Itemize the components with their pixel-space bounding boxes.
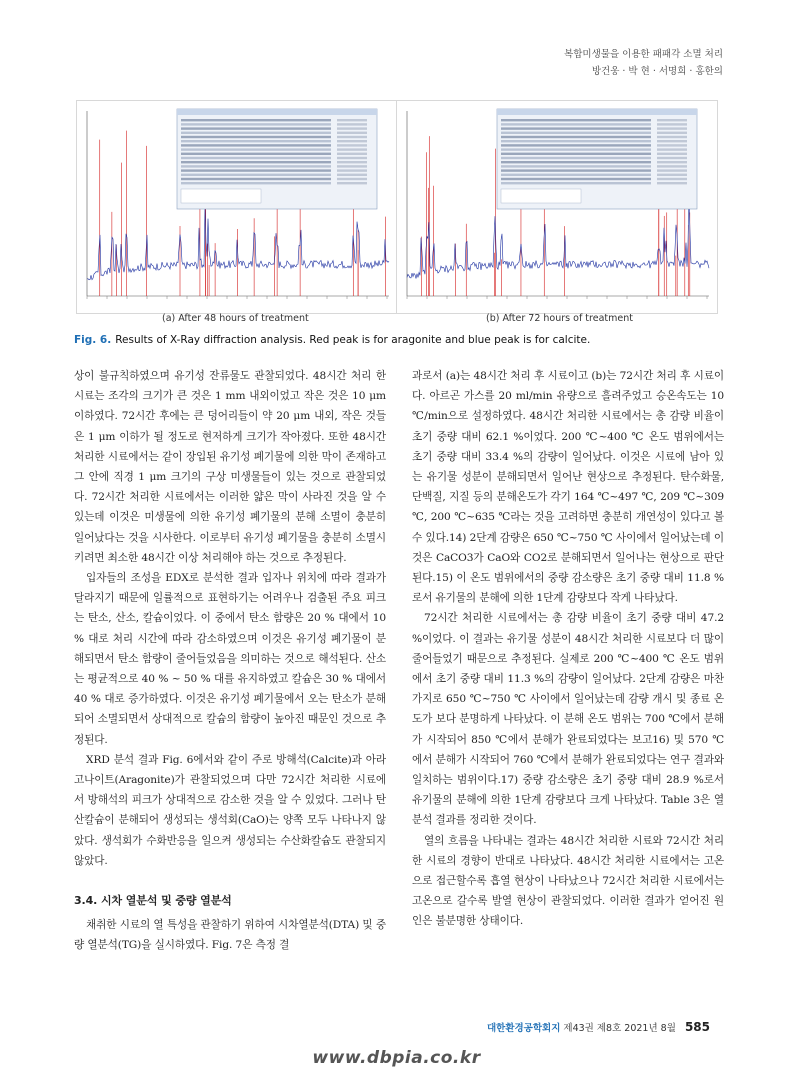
watermark: www.dbpia.co.kr — [312, 1048, 481, 1068]
page-footer — [487, 1020, 710, 1034]
header-title: 복합미생물을 이용한 패패각 소멸 처리 — [564, 49, 723, 60]
xrd-figure-a — [76, 100, 398, 314]
paragraph: XRD 분석 결과 Fig. 6에서와 같이 주로 방해석(Calcite)과 아라고나이트(Aragonite)가 관찰되었으며 다만 72시간 처리한 시료에서 방해석의 피크가 상대적으로 감소한 것을 알 수 있었다. 그러나 탄산칼슘이 분해되어 생성되는 생석회(CaO)는 양쪽 모두 나타나지 않았다. 생석회가 수화반응을 일으켜 생성되는 수산화칼슘도 관찰되지 않았다. — [74, 753, 386, 867]
subcaption-b: (b) After 72 hours of treatment — [486, 313, 633, 324]
subcaption-a: (a) After 48 hours of treatment — [162, 313, 309, 324]
paragraph: 입자들의 조성을 EDX로 분석한 결과 입자나 위치에 따라 결과가 달라지기 때문에 일률적으로 표현하기는 어려우나 검출된 주요 피크는 탄소, 산소, 칼슘이었다. 이 중에서 탄소 함량은 20 % 대에서 10 % 대로 처리 시간에 따라 감소하였으며 이것은 유기성 폐기물이 분해되면서 탄소 함량이 줄어들었음을 의미하는 것으로 해석된다. 산소는 평균적으로 40 % ~ 50 % 대를 유지하였고 칼슘은 30 % 대에서 40 % 대로 증가하였다. 이것은 유기성 폐기물에서 오는 탄소가 분해되어 소멸되면서 상대적으로 칼슘의 함량이 높아진 때문인 것으로 추정된다. — [74, 572, 386, 746]
section-heading: 3.4. 시차 열분석 및 중량 열분석 — [74, 894, 232, 908]
journal-name: 대한환경공학회지 — [486, 1023, 561, 1034]
paragraph: 72시간 처리한 시료에서는 총 감량 비율이 초기 중량 대비 47.2 %이었다. 이 결과는 유기물 성분이 48시간 처리한 시료보다 더 많이 줄어들었기 때문으로 추정된다. 실제로 200 ℃~400 ℃ 온도 범위에서 초기 중량 대비 11.3 %의 감량이 일어났다. 2단계 감량은 마찬가지로 650 ℃~750 ℃ 사이에서 일어났는데 감량 개시 및 종료 온도가 보다 분명하게 나타났다. 이 분해 온도 범위는 700 ℃에서 분해가 시작되어 850 ℃에서 분해가 완료되었다는 보고16) 및 570 ℃에서 분해가 시작되어 760 ℃에서 분해가 완료되었다는 연구 결과와 일치하는 범위이다.17) 중량 감소량은 초기 중량 대비 28.9 %로서 유기물의 분해에 의한 1단계 감량보다 크게 나타났다. Table 3은 열분석 결과를 정리한 것이다. — [412, 612, 724, 827]
paragraph: 상이 불규칙하였으며 유기성 잔류물도 관찰되었다. 48시간 처리 한 시료는 조각의 크기가 큰 것은 1 mm 내외이었고 작은 것은 10 μm 이하였다. 72시간 후에는 큰 덩어리들이 약 20 μm 내외, 작은 것들은 1 μm 이하가 될 정도로 현저하게 크기가 작아졌다. 또한 48시간 처리한 시료에서는 같이 장입된 유기성 폐기물에 의한 막이 존재하고 그 안에 직경 1 μm 크기의 구상 미생물들이 있는 것으로 관찰되었다. 72시간 처리한 시료에서는 이러한 얇은 막이 사라진 것을 알 수 있는데 이것은 미생물에 의한 유기성 폐기물의 분해 소멸이 충분히 일어났다는 것을 시사한다. 이로부터 유기성 폐기물을 충분히 소멸시키려면 최소한 48시간 이상 처리해야 하는 것으로 추정된다. — [74, 370, 386, 564]
running-header — [564, 46, 723, 80]
journal-issue: 제43권 제8호 2021년 8월 — [563, 1023, 676, 1034]
header-authors: 방건웅 · 박 현 · 서명희 · 홍한의 — [591, 66, 723, 77]
paragraph: 채취한 시료의 열 특성을 관찰하기 위하여 시차열분석(DTA) 및 중량 열분석(TG)을 실시하였다. Fig. 7은 측정 결 — [74, 919, 386, 952]
paragraph: 열의 흐름을 나타내는 결과는 48시간 처리한 시료와 72시간 처리한 시료의 경향이 반대로 나타났다. 48시간 처리한 시료에서는 고온으로 접근할수록 흡열 현상이 나타났으나 72시간 처리한 시료에서는 고온으로 갈수록 발열 현상이 관찰되었다. 이러한 결과가 얻어진 원인은 불분명한 상태이다. — [412, 834, 724, 928]
xrd-plot — [77, 101, 397, 313]
left-column — [74, 366, 386, 956]
figure-caption-text: Results of X-Ray diffraction analysis. Red peak is for aragonite and blue peak is for calcite. — [115, 334, 591, 346]
xrd-plot — [397, 101, 717, 313]
right-column — [412, 366, 724, 932]
figure-caption — [74, 334, 590, 346]
paragraph: 과로서 (a)는 48시간 처리 후 시료이고 (b)는 72시간 처리 후 시료이다. 아르곤 가스를 20 ml/min 유량으로 흘려주었고 승온속도는 10 ℃/min으로 설정하였다. 48시간 처리한 시료에서는 총 감량 비율이 초기 중량 대비 62.1 %이었다. 200 ℃~400 ℃ 온도 범위에서는 초기 중량 대비 33.4 %의 감량이 일어났다. 이것은 시료에 남아 있는 유기물 성분이 분해되면서 일어난 현상으로 추정된다. 탄수화물, 단백질, 지질 등의 분해온도가 각기 164 ℃~497 ℃, 209 ℃~309 ℃, 200 ℃~635 ℃라는 것을 고려하면 충분히 개연성이 있다고 볼 수 있다.14) 2단계 감량은 650 ℃~750 ℃ 사이에서 일어났는데 이것은 CaCO3가 CaO와 CO2로 분해되면서 일어나는 현상으로 판단된다.15) 이 온도 범위에서의 중량 감소량은 초기 중량 대비 11.8 %로서 유기물의 분해에 의한 1단계 감량보다 작게 나타났다. — [412, 370, 724, 605]
figure-number: Fig. 6. — [74, 334, 112, 346]
page-number: 585 — [684, 1020, 710, 1034]
xrd-figure-b — [396, 100, 718, 314]
